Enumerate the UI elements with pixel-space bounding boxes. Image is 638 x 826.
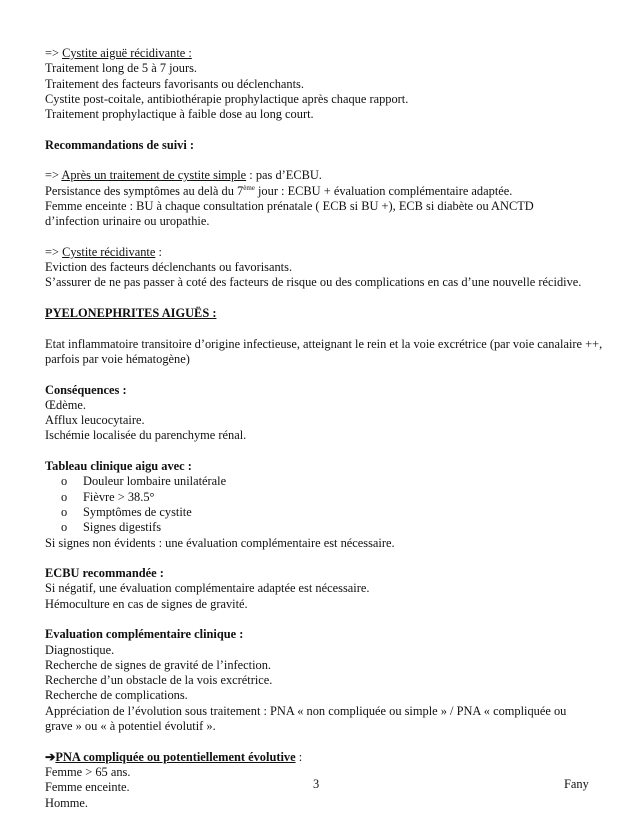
pna-compliquee-heading (45, 750, 605, 765)
section-title: Cystite aiguë récidivante : (62, 46, 192, 60)
subsection-title: Cystite récidivante (62, 244, 156, 259)
text-line: Recherche de signes de gravité de l’infection. (45, 657, 272, 672)
list-item: o Fièvre > 38.5° (61, 489, 155, 504)
text-line: grave » ou « à potentiel évolutif ». (45, 719, 216, 734)
subsection-rest: : (155, 244, 162, 259)
arrow-right-icon: ➔ (45, 749, 56, 764)
text-line: Femme enceinte : BU à chaque consultation prénatale ( ECB si BU +), ECB si diabète ou ANCTD (45, 198, 534, 213)
bullet-marker: o (61, 489, 68, 504)
list-item: o Symptômes de cystite (61, 504, 192, 519)
list-item: o Douleur lombaire unilatérale (61, 474, 227, 489)
arrow-marker: => (45, 168, 59, 183)
text-line: Homme. (45, 795, 89, 810)
text-line: Si signes non évidents : une évaluation complémentaire est nécessaire. (45, 535, 395, 550)
text-line: Recherche de complications. (45, 688, 188, 703)
text-line: Femme > 65 ans. (45, 764, 131, 779)
recommandations-heading: Recommandations de suivi : (45, 137, 195, 152)
superscript: ème (243, 183, 255, 192)
document-page (45, 46, 605, 811)
subsection-rest: : pas d’ECBU. (246, 168, 322, 183)
subsection-title: Après un traitement de cystite simple (61, 168, 247, 183)
text-line: Cystite post-coitale, antibiothérapie prophylactique après chaque rapport. (45, 91, 409, 106)
text-line: Recherche d’un obstacle de la vois excrétrice. (45, 673, 273, 688)
bullet-marker: o (61, 520, 68, 535)
text-line: Appréciation de l’évolution sous traitement : PNA « non compliquée ou simple » / PNA « compliquée ou (45, 703, 567, 718)
text-line: Hémoculture en cas de signes de gravité. (45, 596, 248, 611)
page-number: 3 (313, 777, 320, 791)
text-line: S’assurer de ne pas passer à coté des facteurs de risque ou des complications en cas d’une nouvelle récidive. (45, 275, 582, 290)
text-line: Femme enceinte. (45, 780, 130, 795)
text-line: Traitement long de 5 à 7 jours. (45, 61, 197, 76)
text-line: Ischémie localisée du parenchyme rénal. (45, 428, 247, 443)
text-line: Diagnostique. (45, 642, 115, 657)
ecbu-heading: ECBU recommandée : (45, 566, 164, 581)
text-line: d’infection urinaire ou uropathie. (45, 214, 210, 229)
subsection-title: PNA compliquée ou potentiellement évolutive (55, 749, 296, 764)
tableau-clinique-heading: Tableau clinique aigu avec : (45, 459, 192, 474)
text-line: Si négatif, une évaluation complémentaire adaptée est nécessaire. (45, 581, 370, 596)
subsection-rest: : (295, 749, 303, 764)
evaluation-heading: Evaluation complémentaire clinique : (45, 627, 244, 642)
text-line: Afflux leucocytaire. (45, 413, 145, 428)
cystite-simple-heading (45, 168, 605, 183)
arrow-marker: => (45, 46, 59, 60)
page-footer (0, 777, 638, 793)
list-item: o Signes digestifs (61, 520, 162, 535)
text-line: Traitement des facteurs favorisants ou déclenchants. (45, 76, 304, 91)
footer-author: Fany (564, 777, 589, 791)
consequences-heading: Conséquences : (45, 382, 127, 397)
text-line: Persistance des symptômes au delà du 7ème jour : ECBU + évaluation complémentaire adaptée. (45, 183, 513, 198)
pyelonephrites-heading: PYELONEPHRITES AIGUËS : (45, 306, 217, 321)
bullet-marker: o (61, 474, 68, 489)
text-line: Œdème. (45, 397, 86, 412)
bullet-marker: o (61, 504, 68, 519)
arrow-marker: => (45, 244, 59, 259)
text-line: Eviction des facteurs déclenchants ou favorisants. (45, 260, 293, 275)
definition-paragraph: Etat inflammatoire transitoire d’origine infectieuse, atteignant le rein et la voie excrétrice (par voie canalaire ++, parfois par voie hématogène) (45, 336, 603, 366)
text-line: Traitement prophylactique à faible dose au long court. (45, 107, 314, 122)
cystite-recidivante-subheading (45, 245, 605, 260)
cystite-recidivante-heading (45, 46, 605, 61)
